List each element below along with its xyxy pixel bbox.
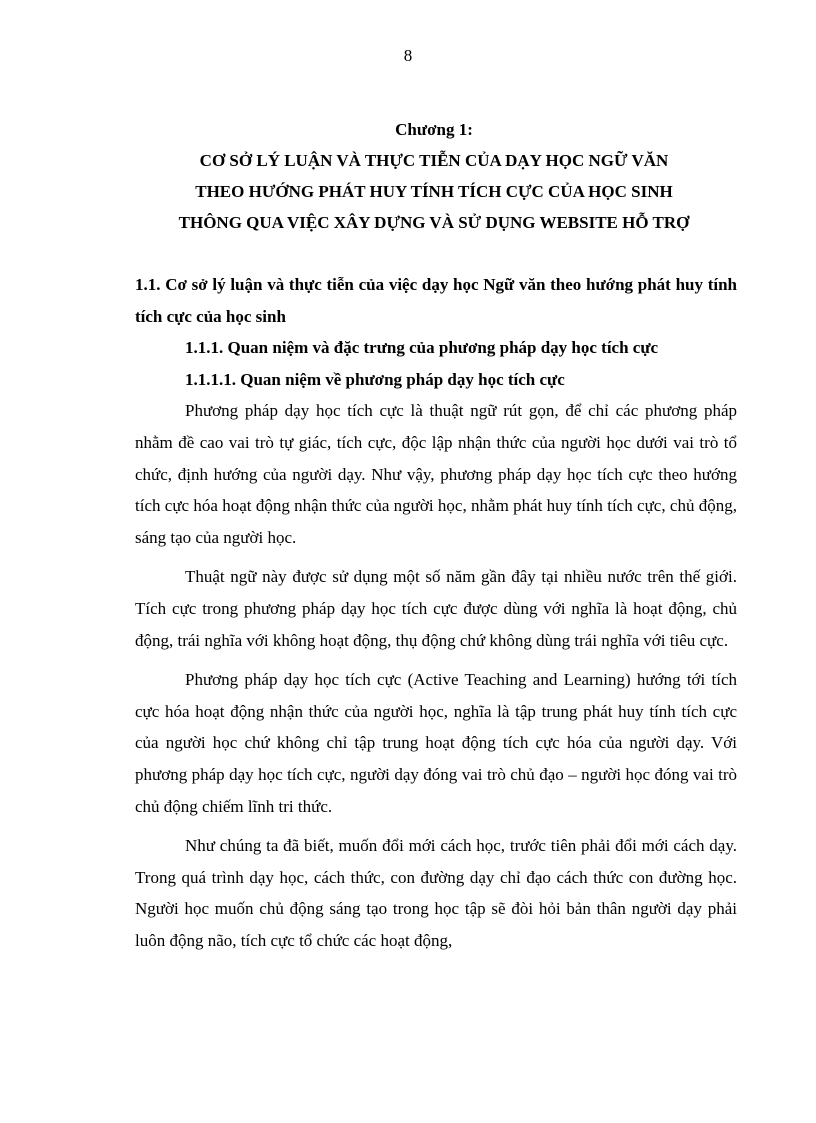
- chapter-label: Chương 1:: [395, 120, 473, 139]
- chapter-header: [120, 114, 748, 238]
- paragraph: Phương pháp dạy học tích cực là thuật ngữ rút gọn, để chỉ các phương pháp nhằm đề cao vai trò tự giác, tích cực, độc lập nhận thức của người học dưới vai trò tổ chức, định hướng của người dạy. Như vậy, phương pháp dạy học tích cực theo hướng tích cực hóa hoạt động nhận thức của người học, nhằm phát huy tính tích cực, chủ động, sáng tạo của người học.: [135, 401, 737, 547]
- chapter-title-line-3: THÔNG QUA VIỆC XÂY DỰNG VÀ SỬ DỤNG WEBSITE HỖ TRỢ: [178, 213, 690, 232]
- paragraph: Như chúng ta đã biết, muốn đổi mới cách học, trước tiên phải đổi mới cách dạy. Trong quá trình dạy học, cách thức, con đường dạy chỉ đạo cách thức con đường học. Người học muốn chủ động sáng tạo trong học tập sẽ đòi hỏi bản thân người dạy phải luôn động não, tích cực tổ chức các hoạt động,: [135, 836, 737, 950]
- paragraph: Thuật ngữ này được sử dụng một số năm gần đây tại nhiều nước trên thế giới. Tích cực trong phương pháp dạy học tích cực được dùng với nghĩa là hoạt động, chủ động, trái nghĩa với không hoạt động, thụ động chứ không dùng trái nghĩa với tiêu cực.: [135, 567, 737, 650]
- subsection-heading: 1.1.1. Quan niệm và đặc trưng của phương pháp dạy học tích cực: [185, 338, 659, 358]
- chapter-title-line-2: THEO HƯỚNG PHÁT HUY TÍNH TÍCH CỰC CỦA HỌC SINH: [195, 182, 673, 201]
- section-heading: 1.1. Cơ sở lý luận và thực tiễn của việc dạy học Ngữ văn theo hướng phát huy tính tích cực của học sinh: [135, 275, 737, 326]
- document-body: [135, 269, 737, 956]
- chapter-title-line-1: CƠ SỞ LÝ LUẬN VÀ THỰC TIỄN CỦA DẠY HỌC NGỮ VĂN: [199, 151, 669, 170]
- subsubsection-heading: 1.1.1.1. Quan niệm về phương pháp dạy học tích cực: [185, 369, 565, 389]
- page-number: 8: [403, 46, 413, 65]
- paragraph: Phương pháp dạy học tích cực (Active Teaching and Learning) hướng tới tích cực hóa hoạt động nhận thức của người học, nghĩa là tập trung phát huy tính tích cực của người học chứ không chỉ tập trung hoạt động tích cực hóa của người dạy. Với phương pháp dạy học tích cực, người dạy đóng vai trò chủ đạo – người học đóng vai trò chủ động chiếm lĩnh tri thức.: [135, 670, 737, 816]
